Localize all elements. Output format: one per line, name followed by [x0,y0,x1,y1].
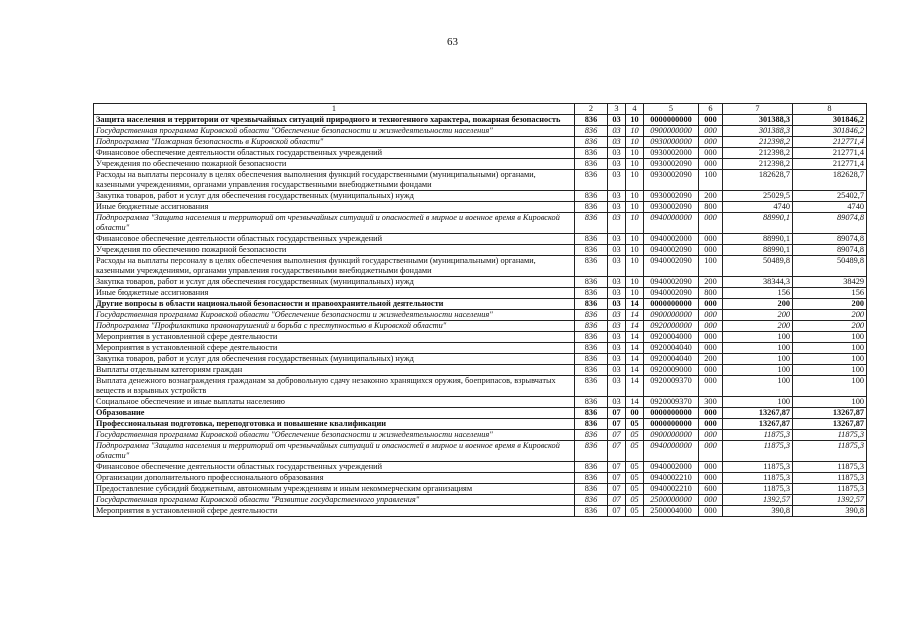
row-admin-code: 836 [575,484,608,495]
table-row [94,484,867,495]
row-expense-type: 000 [699,495,723,506]
row-admin-code: 836 [575,170,608,191]
row-section: 03 [608,234,626,245]
row-section: 03 [608,256,626,277]
row-target-article: 0900000000 [644,310,699,321]
row-target-article: 0920009000 [644,365,699,376]
row-subsection: 14 [626,310,644,321]
table-row [94,321,867,332]
row-expense-type: 000 [699,213,723,234]
row-amount-year2: 200 [793,310,867,321]
row-expense-type: 000 [699,462,723,473]
row-amount-year2: 11875,3 [793,441,867,462]
row-target-article: 0940002090 [644,277,699,288]
row-amount-year2: 11875,3 [793,473,867,484]
row-amount-year1: 200 [723,321,793,332]
row-name: Образование [94,408,575,419]
table-row [94,462,867,473]
row-name: Профессиональная подготовка, переподготовка и повышение квалификации [94,419,575,430]
row-target-article: 0940002090 [644,245,699,256]
row-section: 03 [608,376,626,397]
row-amount-year1: 182628,7 [723,170,793,191]
row-admin-code: 836 [575,159,608,170]
row-expense-type: 000 [699,234,723,245]
row-amount-year2: 156 [793,288,867,299]
row-name: Выплаты отдельным категориям граждан [94,365,575,376]
row-name: Иные бюджетные ассигнования [94,288,575,299]
row-admin-code: 836 [575,495,608,506]
row-admin-code: 836 [575,299,608,310]
row-amount-year1: 38344,3 [723,277,793,288]
row-expense-type: 200 [699,277,723,288]
row-section: 03 [608,354,626,365]
row-target-article: 0900000000 [644,126,699,137]
row-section: 03 [608,137,626,148]
row-subsection: 10 [626,277,644,288]
row-section: 03 [608,170,626,191]
row-subsection: 10 [626,288,644,299]
row-amount-year2: 11875,3 [793,462,867,473]
table-row [94,277,867,288]
row-amount-year1: 11875,3 [723,430,793,441]
row-amount-year2: 100 [793,397,867,408]
row-amount-year1: 4740 [723,202,793,213]
row-amount-year2: 38429 [793,277,867,288]
row-name: Подпрограмма "Пожарная безопасность в Кировской области" [94,137,575,148]
row-target-article: 0900000000 [644,430,699,441]
row-subsection: 14 [626,365,644,376]
row-target-article: 0940002090 [644,256,699,277]
row-section: 03 [608,321,626,332]
row-amount-year1: 212398,2 [723,159,793,170]
table-row [94,397,867,408]
row-amount-year1: 100 [723,397,793,408]
row-expense-type: 800 [699,202,723,213]
row-target-article: 0940002000 [644,462,699,473]
row-amount-year1: 50489,8 [723,256,793,277]
row-admin-code: 836 [575,213,608,234]
row-name: Подпрограмма "Защита населения и территорий от чрезвычайных ситуаций и опасностей в мирное и военное время в Кировской области" [94,213,575,234]
row-expense-type: 100 [699,256,723,277]
table-row [94,376,867,397]
row-expense-type: 000 [699,332,723,343]
row-name: Социальное обеспечение и иные выплаты населению [94,397,575,408]
row-subsection: 10 [626,245,644,256]
row-amount-year2: 100 [793,365,867,376]
row-admin-code: 836 [575,256,608,277]
row-admin-code: 836 [575,332,608,343]
row-section: 03 [608,397,626,408]
table-row [94,148,867,159]
row-amount-year2: 100 [793,332,867,343]
table-row [94,126,867,137]
row-amount-year2: 212771,4 [793,137,867,148]
row-admin-code: 836 [575,441,608,462]
row-amount-year2: 13267,87 [793,419,867,430]
row-target-article: 0000000000 [644,115,699,126]
row-subsection: 10 [626,148,644,159]
row-expense-type: 000 [699,473,723,484]
row-admin-code: 836 [575,506,608,517]
row-amount-year2: 1392,57 [793,495,867,506]
row-subsection: 10 [626,202,644,213]
table-row [94,354,867,365]
row-subsection: 14 [626,321,644,332]
row-expense-type: 000 [699,310,723,321]
col-header-4: 4 [626,104,644,115]
row-admin-code: 836 [575,137,608,148]
row-target-article: 0000000000 [644,299,699,310]
row-expense-type: 000 [699,126,723,137]
row-amount-year1: 301388,3 [723,126,793,137]
row-section: 07 [608,430,626,441]
row-amount-year1: 88990,1 [723,234,793,245]
row-expense-type: 000 [699,365,723,376]
row-target-article: 0930002090 [644,191,699,202]
header-row [94,104,867,115]
row-section: 03 [608,126,626,137]
table-row [94,365,867,376]
row-expense-type: 000 [699,159,723,170]
row-expense-type: 000 [699,115,723,126]
row-name: Выплата денежного вознаграждения гражданам за добровольную сдачу незаконно хранящихся оружия, боеприпасов, взрывчатых веществ и взрывных устройств [94,376,575,397]
row-amount-year1: 301388,3 [723,115,793,126]
table-row [94,473,867,484]
row-name: Финансовое обеспечение деятельности областных государственных учреждений [94,148,575,159]
row-amount-year1: 11875,3 [723,441,793,462]
row-amount-year1: 212398,2 [723,137,793,148]
table-row [94,191,867,202]
row-target-article: 0930002090 [644,159,699,170]
row-subsection: 14 [626,354,644,365]
table-row [94,430,867,441]
row-name: Закупка товаров, работ и услуг для обеспечения государственных (муниципальных) нужд [94,277,575,288]
table-row [94,234,867,245]
row-expense-type: 000 [699,430,723,441]
row-subsection: 10 [626,234,644,245]
row-section: 03 [608,365,626,376]
col-header-8: 8 [793,104,867,115]
row-expense-type: 000 [699,408,723,419]
row-expense-type: 000 [699,137,723,148]
row-amount-year2: 89074,8 [793,213,867,234]
row-amount-year2: 25402,7 [793,191,867,202]
row-name: Защита населения и территории от чрезвычайных ситуаций природного и техногенного характера, пожарная безопасность [94,115,575,126]
row-section: 07 [608,473,626,484]
row-name: Расходы на выплаты персоналу в целях обеспечения выполнения функций государственными (муниципальными) органами, казенными учреждениями, органами управления государственными внебюджетными фондами [94,170,575,191]
row-expense-type: 300 [699,397,723,408]
row-section: 03 [608,245,626,256]
row-name: Иные бюджетные ассигнования [94,202,575,213]
row-target-article: 0920009370 [644,397,699,408]
row-amount-year1: 11875,3 [723,484,793,495]
row-amount-year2: 11875,3 [793,484,867,495]
row-subsection: 14 [626,343,644,354]
row-target-article: 0930000000 [644,137,699,148]
row-section: 07 [608,484,626,495]
row-amount-year1: 200 [723,310,793,321]
row-expense-type: 000 [699,441,723,462]
row-target-article: 0920004040 [644,354,699,365]
table-row [94,343,867,354]
row-name: Расходы на выплаты персоналу в целях обеспечения выполнения функций государственными (муниципальными) органами, казенными учреждениями, органами управления государственными внебюджетными фондами [94,256,575,277]
table-row [94,159,867,170]
row-amount-year2: 4740 [793,202,867,213]
row-expense-type: 200 [699,191,723,202]
row-amount-year2: 200 [793,299,867,310]
table-row [94,495,867,506]
row-section: 07 [608,462,626,473]
row-admin-code: 836 [575,430,608,441]
row-target-article: 0930002090 [644,170,699,191]
row-target-article: 0920009370 [644,376,699,397]
table-row [94,419,867,430]
row-section: 03 [608,159,626,170]
row-admin-code: 836 [575,343,608,354]
table-row [94,202,867,213]
row-name: Мероприятия в установленной сфере деятельности [94,332,575,343]
row-amount-year1: 100 [723,332,793,343]
row-section: 03 [608,115,626,126]
row-name: Государственная программа Кировской области "Обеспечение безопасности и жизнедеятельности населения" [94,310,575,321]
row-target-article: 2500004000 [644,506,699,517]
row-target-article: 0000000000 [644,419,699,430]
row-admin-code: 836 [575,376,608,397]
row-amount-year2: 182628,7 [793,170,867,191]
row-section: 07 [608,408,626,419]
row-section: 07 [608,419,626,430]
table-row [94,170,867,191]
row-amount-year1: 88990,1 [723,245,793,256]
page-number: 63 [447,36,458,48]
row-expense-type: 100 [699,170,723,191]
row-amount-year1: 100 [723,354,793,365]
row-amount-year2: 13267,87 [793,408,867,419]
row-admin-code: 836 [575,245,608,256]
row-admin-code: 836 [575,462,608,473]
row-subsection: 05 [626,430,644,441]
row-subsection: 05 [626,419,644,430]
row-amount-year1: 100 [723,343,793,354]
row-target-article: 0940000000 [644,441,699,462]
col-header-5: 5 [644,104,699,115]
row-target-article: 0920000000 [644,321,699,332]
row-amount-year1: 88990,1 [723,213,793,234]
row-expense-type: 000 [699,299,723,310]
row-admin-code: 836 [575,115,608,126]
row-section: 03 [608,213,626,234]
row-amount-year2: 301846,2 [793,126,867,137]
row-name: Подпрограмма "Защита населения и территорий от чрезвычайных ситуаций и опасностей в мирное и военное время в Кировской области" [94,441,575,462]
table-row [94,213,867,234]
row-amount-year1: 390,8 [723,506,793,517]
row-admin-code: 836 [575,354,608,365]
row-target-article: 0930002090 [644,202,699,213]
row-target-article: 0940002210 [644,484,699,495]
table-row [94,245,867,256]
row-section: 07 [608,495,626,506]
row-section: 03 [608,191,626,202]
row-amount-year2: 301846,2 [793,115,867,126]
row-name: Финансовое обеспечение деятельности областных государственных учреждений [94,462,575,473]
row-name: Мероприятия в установленной сфере деятельности [94,343,575,354]
row-target-article: 0920004040 [644,343,699,354]
table-row [94,115,867,126]
row-name: Предоставление субсидий бюджетным, автономным учреждениям и иным некоммерческим организациям [94,484,575,495]
row-name: Подпрограмма "Профилактика правонарушений и борьба с преступностью в Кировской области" [94,321,575,332]
row-amount-year2: 212771,4 [793,148,867,159]
row-admin-code: 836 [575,473,608,484]
table-row [94,299,867,310]
row-section: 03 [608,202,626,213]
col-header-6: 6 [699,104,723,115]
row-admin-code: 836 [575,202,608,213]
row-expense-type: 000 [699,321,723,332]
row-amount-year1: 11875,3 [723,473,793,484]
row-subsection: 10 [626,126,644,137]
table-row [94,288,867,299]
row-target-article: 0930002000 [644,148,699,159]
row-section: 03 [608,343,626,354]
row-name: Закупка товаров, работ и услуг для обеспечения государственных (муниципальных) нужд [94,354,575,365]
col-header-7: 7 [723,104,793,115]
row-name: Государственная программа Кировской области "Развитие государственного управления" [94,495,575,506]
row-subsection: 00 [626,408,644,419]
row-name: Мероприятия в установленной сфере деятельности [94,506,575,517]
row-expense-type: 000 [699,245,723,256]
row-subsection: 14 [626,332,644,343]
row-subsection: 14 [626,299,644,310]
row-amount-year2: 100 [793,343,867,354]
row-subsection: 10 [626,191,644,202]
row-amount-year1: 1392,57 [723,495,793,506]
row-target-article: 2500000000 [644,495,699,506]
row-amount-year1: 156 [723,288,793,299]
row-section: 03 [608,288,626,299]
row-expense-type: 800 [699,288,723,299]
row-subsection: 10 [626,137,644,148]
row-target-article: 0920004000 [644,332,699,343]
row-name: Учреждения по обеспечению пожарной безопасности [94,245,575,256]
row-name: Закупка товаров, работ и услуг для обеспечения государственных (муниципальных) нужд [94,191,575,202]
row-admin-code: 836 [575,321,608,332]
table-row [94,310,867,321]
row-amount-year1: 13267,87 [723,419,793,430]
row-section: 07 [608,441,626,462]
row-subsection: 10 [626,115,644,126]
row-subsection: 10 [626,213,644,234]
row-target-article: 0000000000 [644,408,699,419]
row-amount-year2: 200 [793,321,867,332]
row-amount-year2: 11875,3 [793,430,867,441]
row-admin-code: 836 [575,288,608,299]
row-subsection: 05 [626,462,644,473]
row-amount-year2: 50489,8 [793,256,867,277]
row-section: 03 [608,332,626,343]
col-header-3: 3 [608,104,626,115]
row-name: Организации дополнительного профессионального образования [94,473,575,484]
table-row [94,137,867,148]
row-amount-year1: 11875,3 [723,462,793,473]
row-expense-type: 000 [699,343,723,354]
row-amount-year1: 212398,2 [723,148,793,159]
row-amount-year1: 200 [723,299,793,310]
row-section: 03 [608,310,626,321]
row-subsection: 05 [626,473,644,484]
row-subsection: 14 [626,397,644,408]
row-target-article: 0940000000 [644,213,699,234]
row-subsection: 14 [626,376,644,397]
row-admin-code: 836 [575,277,608,288]
row-admin-code: 836 [575,148,608,159]
row-admin-code: 836 [575,310,608,321]
row-expense-type: 200 [699,354,723,365]
row-name: Государственная программа Кировской области "Обеспечение безопасности и жизнедеятельности населения" [94,430,575,441]
row-admin-code: 836 [575,126,608,137]
row-admin-code: 836 [575,234,608,245]
row-section: 07 [608,506,626,517]
table-row [94,441,867,462]
row-expense-type: 000 [699,376,723,397]
budget-table [93,103,867,517]
row-subsection: 10 [626,159,644,170]
row-admin-code: 836 [575,191,608,202]
col-header-1: 1 [94,104,575,115]
row-subsection: 05 [626,495,644,506]
row-amount-year2: 390,8 [793,506,867,517]
row-amount-year2: 100 [793,376,867,397]
row-amount-year2: 100 [793,354,867,365]
table-row [94,506,867,517]
row-admin-code: 836 [575,365,608,376]
row-amount-year1: 13267,87 [723,408,793,419]
row-expense-type: 000 [699,506,723,517]
table-row [94,256,867,277]
row-subsection: 05 [626,484,644,495]
row-section: 03 [608,148,626,159]
row-admin-code: 836 [575,397,608,408]
row-target-article: 0940002090 [644,288,699,299]
row-admin-code: 836 [575,408,608,419]
row-amount-year2: 212771,4 [793,159,867,170]
row-amount-year2: 89074,8 [793,245,867,256]
row-section: 03 [608,299,626,310]
row-name: Учреждения по обеспечению пожарной безопасности [94,159,575,170]
row-expense-type: 600 [699,484,723,495]
table-row [94,408,867,419]
row-target-article: 0940002000 [644,234,699,245]
col-header-2: 2 [575,104,608,115]
row-subsection: 10 [626,256,644,277]
row-expense-type: 000 [699,419,723,430]
row-admin-code: 836 [575,419,608,430]
row-amount-year1: 100 [723,376,793,397]
row-target-article: 0940002210 [644,473,699,484]
row-subsection: 05 [626,506,644,517]
row-subsection: 05 [626,441,644,462]
row-amount-year1: 25029,5 [723,191,793,202]
row-name: Государственная программа Кировской области "Обеспечение безопасности и жизнедеятельности населения" [94,126,575,137]
row-expense-type: 000 [699,148,723,159]
row-name: Финансовое обеспечение деятельности областных государственных учреждений [94,234,575,245]
row-subsection: 10 [626,170,644,191]
row-amount-year1: 100 [723,365,793,376]
row-amount-year2: 89074,8 [793,234,867,245]
table-row [94,332,867,343]
row-section: 03 [608,277,626,288]
row-name: Другие вопросы в области национальной безопасности и правоохранительной деятельности [94,299,575,310]
